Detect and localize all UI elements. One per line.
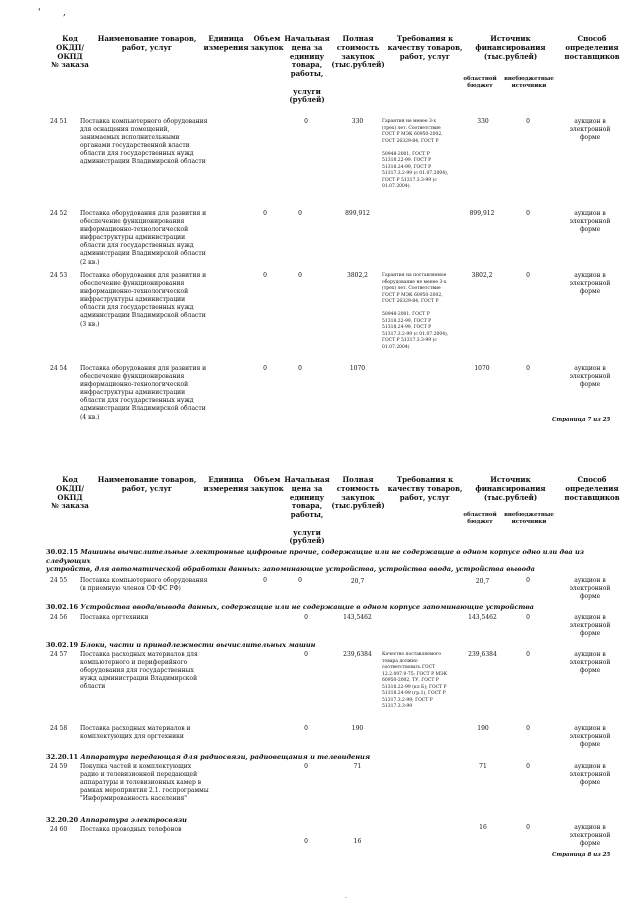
row-regional: 1070	[474, 365, 490, 372]
row-regional: 239,6384	[468, 651, 497, 658]
row-requirements: Гарантия не менее 3-х (трех) лет. Соответствие ГОСТ Р МЭК 60950-2002, ГОСТ 26329-84, ГОСТ Р 50948-2001, ГОСТ Р 51318.22-99, ГОСТ Р 51318.24-99, ГОСТ Р 51317.3.2-99 (с 01.07.2004), ГОСТ Р 51317.3.3-99 (с 01.07.2004).	[382, 119, 449, 190]
row-code: 24 59	[50, 763, 68, 770]
row-name: Поставка расходных материалов для компьютерного и периферийного оборудования для государственных нужд администрации Владимирской области	[80, 651, 198, 691]
header-source: Источник финансирования (тыс.рублей)	[475, 34, 546, 61]
header-source-extra: внебюджетные источники	[504, 76, 554, 89]
row-name: Поставка компьютерного оборудования (в приемную членов СФ ФС РФ)	[80, 577, 208, 593]
row-extra: 0	[526, 365, 530, 372]
row-volume: 0	[298, 210, 302, 217]
header-method: Способ определения поставщиков	[564, 34, 620, 61]
row-name: Поставка компьютерного оборудования для оснащения помещений, занимаемых исполнительными органами государственной власти области для государственных нужд администрации Владимирской области	[80, 118, 208, 166]
section-heading	[46, 603, 606, 612]
row-method: аукцион в электронной форме	[569, 577, 611, 601]
row-extra: 0	[526, 725, 530, 732]
row-unit: 0	[263, 365, 267, 372]
row-price: 0	[304, 725, 308, 732]
row-requirements: Качество поставляемого товара должно соответствовать ГОСТ 12.2.007.0-75; ГОСТ Р МЭК 60950-2002, ТУ, ГОСТ Р 51318.22-99 (кл Б); ГОСТ Р 51318.24-99 (гр.1), ГОСТ Р 51317.3.2-99; ГОСТ Р 51317.3.3-99	[382, 652, 448, 710]
header-code: Код ОКДП/ ОКПД № заказа	[51, 475, 89, 511]
row-method: аукцион в электронной форме	[569, 272, 611, 296]
header-start-price: Начальная цена за единицу товара, работы, услуги (рублей)	[284, 34, 330, 105]
row-cost: 330	[351, 118, 364, 125]
row-code: 24 58	[50, 725, 68, 732]
row-method: аукцион в электронной форме	[569, 210, 611, 234]
row-regional: 3802,2	[471, 272, 493, 279]
row-cost: 71	[353, 763, 362, 770]
header-source: Источник финансирования (тыс.рублей)	[475, 475, 546, 502]
section-code: 32.20.11	[46, 753, 79, 761]
section-title: Устройства ввода/вывода данных, содержащие или не содержащие в одном корпусе запоминающие устройства	[80, 603, 534, 611]
row-extra: 0	[526, 651, 530, 658]
header-start-price: Начальная цена за единицу товара, работы, услуги (рублей)	[284, 475, 330, 546]
section-title: Машины вычислительные электронные цифровые прочие, содержащие или не содержащие в одном корпусе одно или два из следующих устройств, для автоматической обработки данных: запоминающие устройства, устройства ввода, устройства вывода	[46, 548, 584, 574]
row-extra: 0	[526, 577, 530, 584]
row-unit: 0	[263, 577, 267, 584]
header-name: Наименование товаров, работ, услуг	[97, 475, 197, 493]
section-title: Аппаратура электросвязи	[80, 816, 187, 824]
row-cost: 1070	[349, 365, 366, 372]
section-code: 30.02.15	[46, 548, 79, 556]
row-price: 0	[304, 118, 308, 125]
row-cost: 16	[353, 838, 362, 845]
row-volume: 0	[298, 272, 302, 279]
row-price: 0	[304, 763, 308, 770]
row-extra: 0	[526, 824, 530, 831]
scan-mark: '	[38, 8, 41, 18]
row-method: аукцион в электронной форме	[569, 824, 611, 848]
row-extra: 0	[526, 614, 530, 621]
row-code: 24 53	[50, 272, 68, 279]
row-price: 0	[304, 614, 308, 621]
page-number: Страница 8 из 25	[552, 852, 611, 858]
header-full-cost: Полная стоимость закупок (тыс.рублей)	[331, 34, 385, 70]
row-code: 24 57	[50, 651, 68, 658]
header-source-regional: областной бюджет	[463, 512, 497, 525]
row-price: 0	[304, 651, 308, 658]
row-unit: 0	[263, 210, 267, 217]
section-title: Аппаратура передающая для радиосвязи, радиовещания и телевидения	[80, 753, 371, 761]
row-extra: 0	[526, 210, 530, 217]
row-method: аукцион в электронной форме	[569, 763, 611, 787]
header-source-extra: внебюджетные источники	[504, 512, 554, 525]
header-full-cost: Полная стоимость закупок (тыс.рублей)	[331, 475, 385, 511]
row-requirements: Гарантия на поставляемое оборудование не менее 3-х (трех) лет. Соответствие ГОСТ Р МЭК 60950-2002, ГОСТ 26329-84, ГОСТ Р 50948-2001, ГОСТ Р 51318.22-99, ГОСТ Р 51318.24-99, ГОСТ Р 51317.3.2-99 (с 01.07.2004), ГОСТ Р 51317.3.3-99 (с 01.07.2004)	[382, 273, 449, 350]
row-code: 24 54	[50, 365, 68, 372]
row-regional: 71	[479, 763, 487, 770]
row-extra: 0	[526, 763, 530, 770]
row-code: 24 56	[50, 614, 68, 621]
header-method: Способ определения поставщиков	[564, 475, 620, 502]
row-method: аукцион в электронной форме	[569, 365, 611, 389]
row-name: Поставка проводных телефонов	[80, 826, 182, 833]
row-extra: 0	[526, 272, 530, 279]
section-heading	[46, 548, 606, 574]
row-name: Поставка оборудования для развития и обеспечение функционирования информационно-технологической инфраструктуры администрации области для государственных нужд администрации Владимирской области (4 кв.)	[80, 365, 207, 421]
row-name: Поставка оборудования для развития и обеспечение функционирования информационно-технологической инфраструктуры администрации области для государственных нужд администрации Владимирской области (2 кв.)	[80, 210, 207, 266]
header-code: Код ОКДП/ ОКПД № заказа	[51, 34, 89, 70]
row-volume: 0	[298, 365, 302, 372]
row-cost: 239,6384	[343, 651, 372, 658]
header-volume: Объем закупок	[250, 475, 284, 493]
section-heading	[46, 753, 606, 762]
row-regional: 899,912	[469, 210, 495, 217]
header-volume: Объем закупок	[250, 34, 284, 52]
header-unit: Единица измерения	[203, 475, 249, 493]
header-name: Наименование товаров, работ, услуг	[97, 34, 197, 52]
row-name: Поставка оргтехники	[80, 614, 149, 621]
section-code: 30.02.16	[46, 603, 79, 611]
row-code: 24 60	[50, 826, 68, 833]
row-method: аукцион в электронной форме	[569, 651, 611, 675]
scan-mark: .	[345, 893, 347, 900]
row-regional: 190	[477, 725, 489, 732]
row-name: Поставка расходных материалов и комплектующих для оргтехники	[80, 725, 191, 741]
row-unit: 0	[263, 272, 267, 279]
row-cost: 3802,2	[347, 272, 368, 279]
row-cost: 190	[351, 725, 364, 732]
header-quality: Требования к качеству товаров, работ, услуг	[387, 475, 463, 502]
header-source-regional: областной бюджет	[463, 76, 497, 89]
scan-mark: ,	[63, 8, 66, 18]
row-method: аукцион в электронной форме	[569, 725, 611, 749]
row-regional: 143,5462	[468, 614, 497, 621]
row-regional: 16	[479, 824, 487, 831]
section-code: 30.02.19	[46, 641, 79, 649]
section-code: 32.20.20	[46, 816, 79, 824]
row-code: 24 51	[50, 118, 68, 125]
page-number: Страница 7 из 25	[552, 417, 611, 423]
row-method: аукцион в электронной форме	[569, 614, 611, 638]
row-price: 0	[304, 838, 308, 845]
row-name: Покупка частей и комплектующих радио и телевизионной передающей аппаратуры и телевизионных камер в рамках мероприятия 2.1. госпрограммы "Информированность населения"	[80, 763, 209, 803]
row-cost: 143,5462	[343, 614, 372, 621]
row-regional: 330	[477, 118, 489, 125]
row-code: 24 55	[50, 577, 68, 584]
row-extra: 0	[526, 118, 530, 125]
row-cost: 899,912	[345, 210, 370, 217]
header-unit: Единица измерения	[203, 34, 249, 52]
row-regional: 20,7	[475, 578, 490, 585]
header-quality: Требования к качеству товаров, работ, услуг	[387, 34, 463, 61]
row-method: аукцион в электронной форме	[569, 118, 611, 142]
row-volume: 0	[298, 577, 302, 584]
row-code: 24 52	[50, 210, 68, 217]
row-name: Поставка оборудования для развития и обеспечение функционирования информационно-технологической инфраструктуры администрации области для государственных нужд администрации Владимирской области (3 кв.)	[80, 272, 207, 328]
section-heading	[46, 641, 606, 650]
row-cost: 20,7	[350, 578, 365, 585]
section-title: Блоки, части и принадлежности вычислительных машин	[80, 641, 316, 649]
